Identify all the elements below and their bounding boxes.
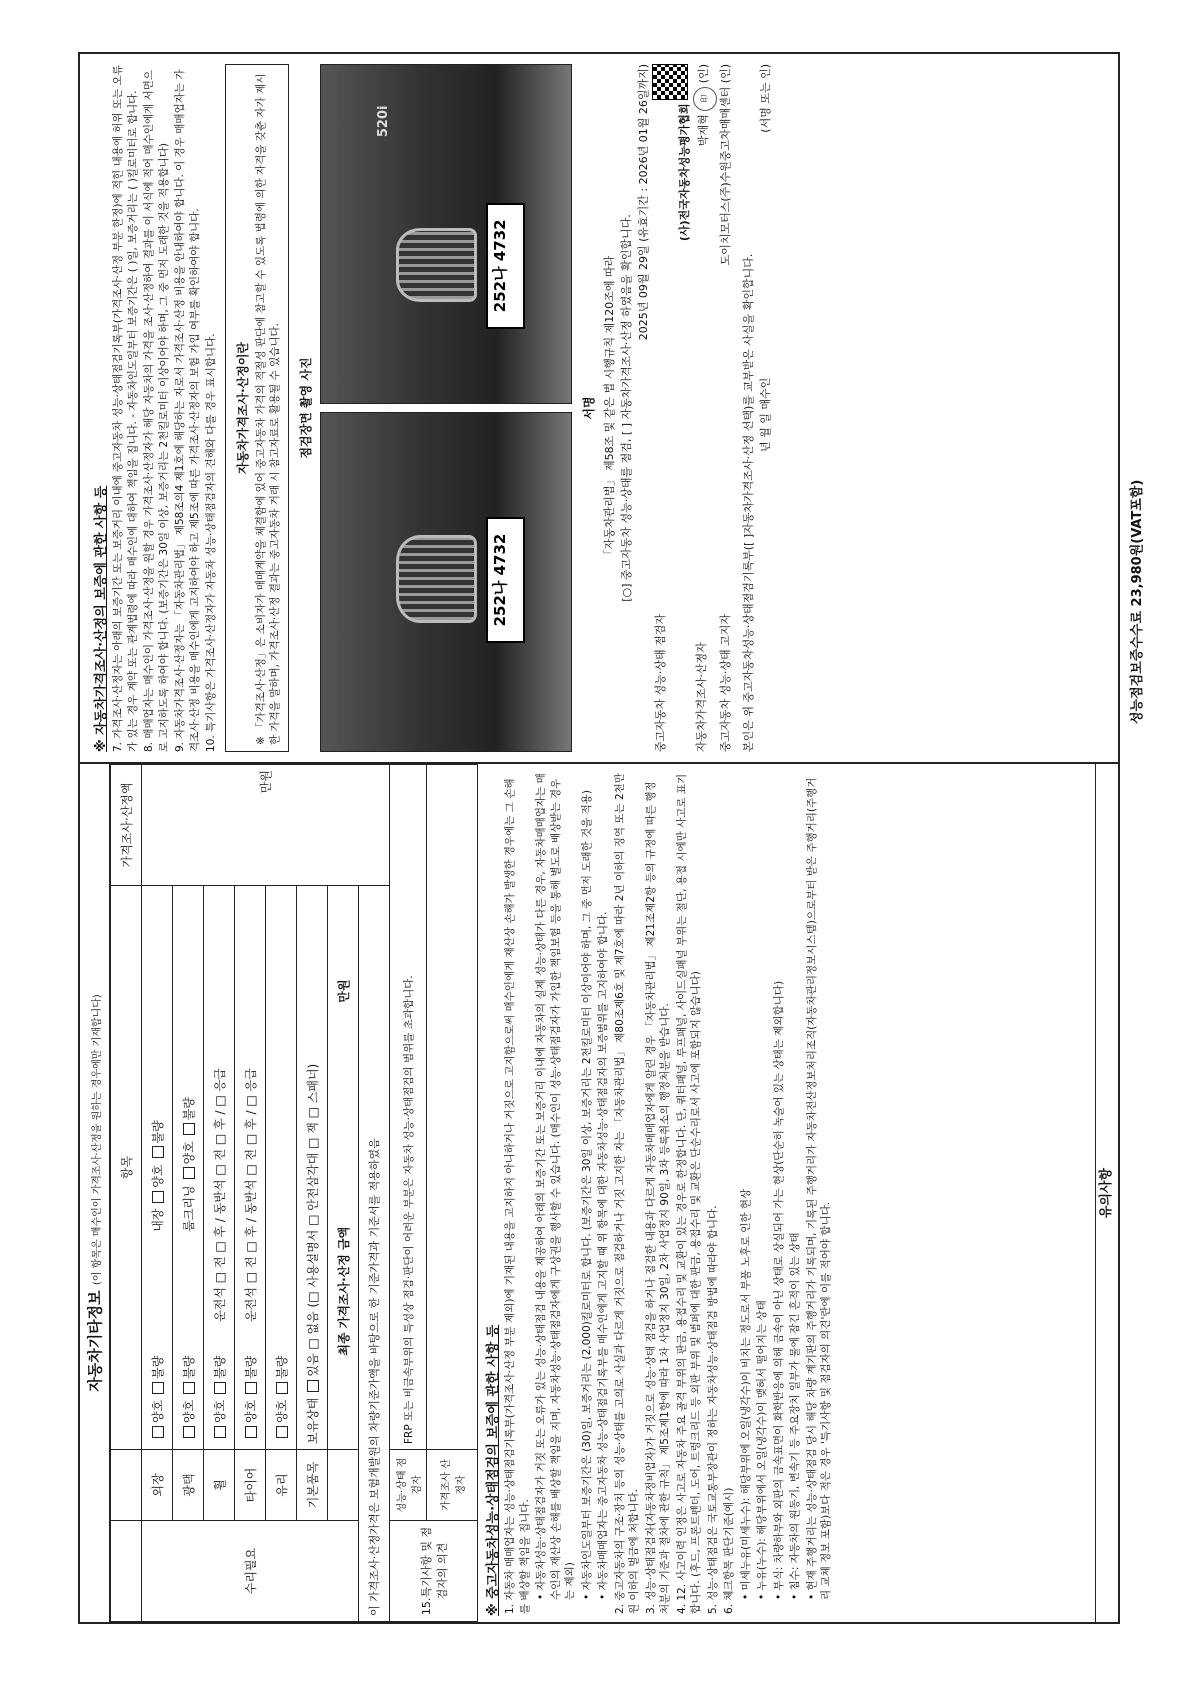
checkbox[interactable]	[214, 1382, 226, 1394]
basic-options: 보유상태있음 □ 없음 (□ 사용설명서 □ 안전삼각대 □ 잭 □ 스패너)	[297, 886, 328, 1450]
buyer-sign: (서명 또는 인)	[758, 64, 772, 133]
seal-mark: (인)	[718, 64, 732, 84]
note-item: • 침수: 자동차의 원동기, 변속기 등 주요장치 일부가 물에 잠긴 흔적이 있는 상태	[789, 1232, 801, 1600]
row-extra: 운전석 □ 전 □ 후 / 동반석 □ 전 □ 후 / □ 응급	[243, 1068, 258, 1322]
license-plate: 252나 4732	[486, 203, 525, 329]
note-item: • 자동차인도일부터 보증기간은 (30)일, 보증거리는 (2,000)킬로미터로 합니다. (보증기간은 30일 이상, 보증거리는 2천킬로미터 이상이어야 하며, 그 중 먼저 도래한 것을 적용)	[580, 789, 593, 1600]
basic-label: 기본품목	[297, 1450, 328, 1521]
col-price-header: 가격조사·산정액	[111, 765, 142, 886]
row-options: 양호불량	[266, 886, 297, 1450]
info-header	[80, 764, 110, 1622]
qr-code-icon	[652, 64, 688, 100]
checkbox[interactable]	[276, 1382, 288, 1394]
row-options: 양호불량 운전석 □ 전 □ 후 / 동반석 □ 전 □ 후 / □ 응급	[204, 886, 235, 1450]
note-item: 7. 가격조사·산정자는 아래의 보증기간 또는 보증거리 이내에 중고자동차 성능·상태점검기록부(가격조사·산정 부분 한정)에 적힌 내용에 허위 또는 오류가 있는 경우 계약 또는 관계법령에 따라 매수인에 대하여 책임을 집니다. - 자동차인도일부터 보증기간은 ( )일, 보증거리는 ( )킬로미터로 합니다.	[112, 65, 139, 752]
checkbox[interactable]	[152, 1426, 164, 1438]
signature-block	[601, 64, 774, 752]
info-subtitle: (이 항목은 매수인이 가격조사·산정을 원하는 경우에만 기재합니다)	[92, 994, 103, 1286]
checkbox[interactable]	[152, 1191, 164, 1203]
buyer-line: 년 월 일 매수인	[758, 377, 772, 452]
price-definition-title: 자동차가격조사·산정이란	[235, 341, 250, 475]
repair-label: 수리필요	[142, 1521, 359, 1622]
note-item: • 자동차매매업자는 중고자동차 성능·상태점검기록부를 매수인에게 고지할 때 위 항목에 대한 자동차성능·상태점검자의 보증범위를 고지하여야 합니다.	[597, 911, 609, 1600]
row-name: 유리	[266, 1450, 297, 1521]
photos-row	[320, 64, 572, 752]
final-price-row: 최종 가격조사·산정 금액 만원	[328, 886, 359, 1450]
checkbox[interactable]	[183, 1382, 195, 1394]
sig-role1: 중고자동차 성능·상태 점검자	[653, 613, 667, 752]
car-front-photo-right	[320, 64, 572, 404]
note-item: • 자동차성능·상태점검자가 거짓 또는 오류가 있는 성능·상태점검 내용을 제공하여 아래의 보증기간 또는 보증거리 이내에 자동차의 실제 성능·상태가 다른 경우, 자동차매매업자는 매수인의 재산상 손해를 배상할 책임을 지며, 자동차성능·상태점검자에게 구상권을 행사할 수 있습니다. (매수인이 성능·상태점검자가 가입한 책임보험 등을 통해 별도로 배상받는 경우는 제외)	[535, 773, 576, 1600]
checkbox[interactable]	[183, 1167, 195, 1179]
row-name: 타이어	[235, 1450, 266, 1521]
note-item: 8. 매매업자는 매수인이 가격조사·산정을 원할 경우 가격조사·산정자가 해당 자동차의 가격을 조사·산정하여 결과를 이 서식에 적어 매수인에게 서면으로 고지하도록 하여야 합니다. (보증기간은 30일 이상, 보증거리는 2천킬로미터 이상이어야 하며, 그 중 먼저 도래한 것을 적용합니다)	[143, 69, 170, 752]
checkbox[interactable]	[183, 1426, 195, 1438]
car-grille-icon	[396, 228, 477, 302]
photos-title: 점검장면 촬영 사진	[298, 357, 313, 459]
checkbox[interactable]	[214, 1426, 226, 1438]
row-options: 양호불량 운전석 □ 전 □ 후 / 동반석 □ 전 □ 후 / □ 응급	[235, 886, 266, 1450]
right-column	[80, 54, 1118, 762]
won-unit: 만원	[259, 770, 273, 794]
receipt-text: 본인은 위 중고자동차성능·상태점검기록부([ ]자동차가격조사·산정 선택)를 교부받은 사실을 확인합니다.	[741, 253, 755, 752]
dealer-name: 도이치모터스(주)수원중고차매매센터	[718, 86, 732, 266]
row-options: 양호불량 내장양호불량	[142, 886, 173, 1450]
notes-footer: 유의사항	[1095, 764, 1118, 1622]
fee-footer: 성능점검보증수수료 23,980원(VAT포함)	[1130, 479, 1145, 724]
row-name: 외장	[142, 1450, 173, 1521]
checkbox[interactable]	[245, 1382, 257, 1394]
right-notes	[111, 64, 219, 752]
license-plate: 252나 4732	[486, 517, 525, 643]
note-item: 10. 특기사항은 가격조사·산정자가 자동차 성능·상태점검자의 견해와 다를 경우 표시합니다.	[205, 333, 217, 752]
left-notes-title: ※ 중고자동차성능·상태점검의 보증에 관한 사항 등	[486, 1324, 501, 1616]
sig-org: (사)전국자동차성능평가협회	[677, 103, 691, 242]
price-cell	[142, 765, 390, 886]
car-grille-icon	[396, 535, 477, 622]
inspector-name: 박재혁	[696, 114, 710, 147]
sig-date: 2025년 09월 29일 (유효기간 : 2026년 01월 26일까지)	[636, 64, 650, 341]
note-item: 4. 12. 사고이력 인정은 사고로 자동차 주요 골격 부위의 판금, 용접수리 및 교환이 있는 경우로 한정합니다. 단, 쿼터패널, 루프패널, 사이드실패널 부위는 절단, 용접 시에만 사고로 표기합니다. (후드, 프론트펜더, 도어, 트렁크리드 등 외판 부위 및 범퍼에 대한 판금, 용접수리 및 교환은 단순수리로서 사고에 포함되지 않습니다)	[675, 773, 702, 1614]
row-extra: 운전석 □ 전 □ 후 / 동반석 □ 전 □ 후 / □ 응급	[212, 1068, 227, 1322]
row-name-inner: 내장	[150, 1208, 165, 1232]
checkbox[interactable]	[307, 1380, 319, 1392]
note-item: • 부식: 차량하부와 외판의 금속표면이 화학반응에 의해 금속이 아닌 상태로 상실되어 가는 현상(단순히 녹슬어 있는 상태는 제외합니다)	[772, 980, 785, 1600]
car-front-photo-left	[320, 412, 572, 752]
note-item: 5. 성능·상태점검은 국토교통부장관이 정하는 자동차성능·상태점검 방법에 따라야 합니다.	[706, 1205, 719, 1614]
note-item: 3. 성능·상태점검자(자동차정비업자)가 거짓으로 성능·상태 점검을 하거나 점검한 내용과 다르게 자동차매매업자에게 알린 경우 「자동차관리법」 제21조제2항 등의 규정에 따른 행정처분의 기준과 절차에 관한 규칙」 제5조제1항에 따라 1차 사업정지 30일, 2차 사업정지 90일, 3차 등록취소의 행정처분을 받습니다.	[644, 781, 671, 1614]
right-notes-title: ※ 자동차가격조사·산정의 보증에 관한 사항 등	[94, 485, 109, 752]
info-title: 자동차기타정보	[86, 1290, 104, 1392]
model-badge: 520i	[375, 105, 391, 138]
sig-law: 「자동차관리법」 제58조 및 같은 법 시행규칙 제120조에 따라	[602, 255, 616, 561]
sig-role3: 중고자동차 성능·상태 고지자	[718, 613, 732, 752]
checkbox[interactable]	[152, 1382, 164, 1394]
note-item: • 현재 주행거리는 성능·상태점검 당시 해당 차량 계기판의 주행거리가 기록되며, 기록된 주행거리가 자동차전산정보처리조직(자동차관리정보시스템)으로부터 받은 주행거리(주행거리 교체 정보 포함)보다 적은 경우 '특기사항 및 점검자의 의견'란에 이를 적어야 합니다.	[805, 777, 832, 1600]
price-definition-box	[225, 64, 289, 752]
note-item: 6. 체크항목 판단기준(예시)	[723, 1487, 735, 1614]
checkbox[interactable]	[276, 1426, 288, 1438]
document-frame	[78, 52, 1120, 1624]
price-definition-text: ※ 「가격조사·산정」은 소비자가 매매계약을 체결함에 있어 중고자동차 가격의 적절성 판단에 참고할 수 있도록 법령에 의한 자격을 갖춘 자가 제시한 가격을 말하며, 가격조사·산정 결과는 중고자동차 거래 시 참고자료로 활용될 수 있습니다.	[254, 73, 281, 745]
checkbox[interactable]	[183, 1123, 195, 1135]
sig-line2: [○] 중고자동차 성능·상태를 점검, [ ] 자동차가격조사·산정 하였음을 확인합니다.	[619, 214, 633, 602]
left-column	[80, 762, 1118, 1622]
row-options: 양호불량 룸크리닝양호불량	[173, 886, 204, 1450]
checkbox[interactable]	[245, 1426, 257, 1438]
row-name: 광택	[173, 1450, 204, 1521]
seal-stamp-icon: 印	[693, 87, 717, 111]
row-name: 휠	[204, 1450, 235, 1521]
special-label: 15.특기사항 및 점검자의 의견	[390, 1521, 478, 1622]
col-item-header: 항목	[111, 886, 142, 1450]
manwon-unit: 만원	[336, 979, 351, 1003]
sig-role2: 자동차가격조사·산정자	[694, 642, 708, 752]
perf-check-label: 성능·상태 점검자	[390, 1450, 427, 1521]
frp-note: FRP 또는 비금속부위의 특성상 점검·판단이 어려운 부분은 자동차 성능·상태점검의 범위를 초과합니다.	[390, 765, 427, 1450]
info-table	[110, 764, 478, 1622]
note-item: 2. 중고자동차의 구조·장치 등의 성능·상태를 고의로 사실과 다르게 거짓으로 점검하거나 거짓 고지한 자는 「자동차관리법」 제80조제6호 및 제7호에 따라 2년 이하의 징역 또는 2천만원 이하의 벌금에 처합니다.	[613, 773, 640, 1614]
note-item: • 미세누유(미세누수): 해당부위에 오일(냉각수)이 비치는 정도로서 부품 노후로 인한 현상	[739, 1188, 752, 1600]
note-item: 9. 자동차가격조사·산정자는 「자동차관리법」 제58조의4 제1호에 해당하는 자로서 가격조사·산정 비용을 안내하여야 합니다. 이 경우 매매업자는 가격조사·산정 비용을 매수인에게 고지하여야 하고 제5조에 따른 가격조사·산정자의 보험 가입 여부를 확인하여야 합니다.	[174, 69, 201, 752]
note-item: • 누유(누수): 해당부위에서 오일(냉각수)이 맺혀서 떨어지는 상태	[756, 1300, 768, 1600]
note-item: 1. 자동차 매매업자는 성능·상태점검기록부(가격조사·산정 부분 제외)에 기재된 내용을 고지하지 아니하거나 거짓으로 고지함으로써 매수인에게 재산상 손해가 발생한 경우에는 그 손해를 배상할 책임을 집니다.	[504, 778, 531, 1614]
notice-main: 이 가격조사·산정가격은 보험개발원의 차량기준가액을 바탕으로 한 기준가격과 기준서를 적용하였음	[359, 765, 390, 1622]
price-check-label: 가격조사 산정자	[427, 1450, 478, 1521]
row-name-inner: 룸크리닝	[181, 1185, 196, 1232]
signature-title: 서명	[581, 396, 596, 420]
left-notes	[503, 764, 834, 1622]
checkbox[interactable]	[152, 1146, 164, 1158]
seal-mark: (인)	[696, 64, 710, 84]
